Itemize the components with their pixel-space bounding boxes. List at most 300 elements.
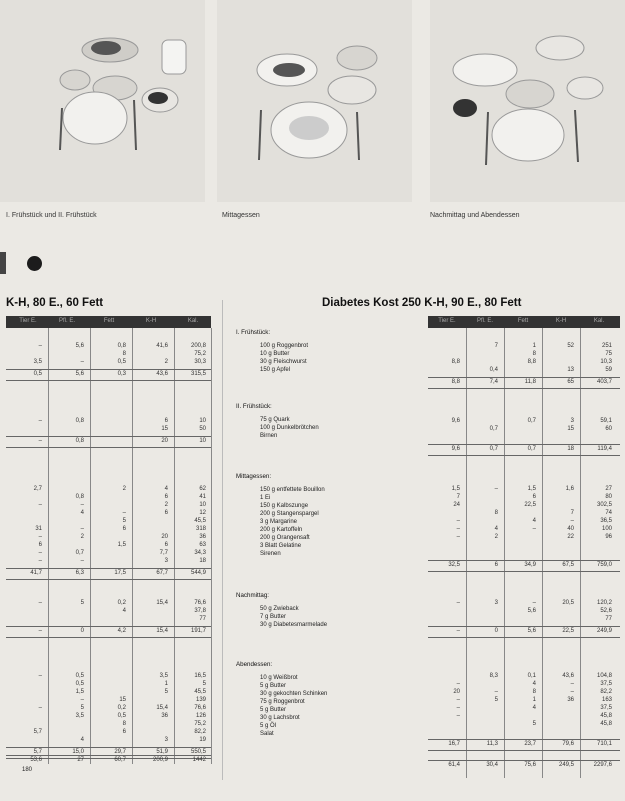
right-total: 18 (567, 446, 574, 452)
right-cell: 10,3 (600, 359, 612, 365)
left-cell: 6 (164, 542, 168, 548)
caption-breakfast: I. Frühstück und II. Frühstück (6, 212, 97, 219)
right-cell: 6 (532, 494, 536, 500)
caption-lunch: Mittagessen (222, 212, 260, 219)
section-rule (428, 571, 620, 572)
food-item: 5 g Butter (260, 707, 287, 713)
left-total: 5,6 (75, 371, 84, 377)
grand-total-rule (6, 755, 211, 756)
left-cell: 31 (35, 526, 42, 532)
right-cell: 4 (532, 518, 536, 524)
food-item: 30 g Lachsbrot (260, 715, 300, 721)
food-item: 75 g Roggenbrot (260, 699, 305, 705)
right-grand-total: 2297,6 (593, 762, 612, 768)
total-rule (6, 436, 211, 437)
left-cell: 6 (164, 510, 168, 516)
left-cell: 5 (80, 705, 84, 711)
left-cell: 0,5 (75, 681, 84, 687)
right-cell: 0,4 (489, 367, 498, 373)
left-cell: 0,2 (117, 600, 126, 606)
right-total: 11,3 (486, 741, 498, 747)
right-cell: 8,3 (489, 673, 498, 679)
left-cell: 200,8 (190, 343, 206, 349)
right-cell: 7 (494, 343, 498, 349)
left-cell: 63 (199, 542, 206, 548)
right-cell: 24 (453, 502, 460, 508)
left-total: 191,7 (190, 628, 206, 634)
right-cell: 1,6 (565, 486, 574, 492)
left-cell: 5 (80, 600, 84, 606)
left-cell: 1,5 (75, 689, 84, 695)
right-total: 0,7 (489, 446, 498, 452)
left-total: 67,7 (156, 570, 168, 576)
left-total: 17,5 (114, 570, 126, 576)
food-item: 200 g Orangensaft (260, 535, 310, 541)
right-cell: 27 (605, 486, 612, 492)
right-cell: 9,6 (451, 418, 460, 424)
right-cell: 15 (567, 426, 574, 432)
right-cell: 36,5 (600, 518, 612, 524)
food-item: 100 g Dunkelbrötchen (260, 425, 319, 431)
left-cell: – (38, 673, 42, 679)
right-cell: 7 (570, 510, 574, 516)
left-cell: 6 (122, 526, 126, 532)
right-col-header: K-H (555, 318, 567, 324)
left-cell: 41,6 (156, 343, 168, 349)
right-total: 0 (494, 628, 498, 634)
left-cell: 36 (161, 713, 168, 719)
right-cell: 13 (567, 367, 574, 373)
right-cell: 4 (532, 681, 536, 687)
left-cell: 4 (122, 608, 126, 614)
left-cell: – (38, 343, 42, 349)
right-total: 0,7 (527, 446, 536, 452)
left-cell: 82,2 (194, 729, 206, 735)
right-cell: – (456, 526, 460, 532)
right-cell: 37,5 (600, 681, 612, 687)
left-total: 15,4 (156, 628, 168, 634)
right-cell: 60 (605, 426, 612, 432)
right-cell: – (494, 689, 498, 695)
food-item: 100 g Roggenbrot (260, 343, 309, 349)
grid-line (48, 328, 49, 764)
food-item: 75 g Quark (260, 417, 290, 423)
right-cell: 59 (605, 367, 612, 373)
right-cell: 120,2 (596, 600, 612, 606)
right-cell: 302,5 (596, 502, 612, 508)
right-grand-total: 249,5 (558, 762, 574, 768)
right-col-header: Kal. (593, 318, 605, 324)
right-heading: Diabetes Kost 250 K-H, 90 E., 80 Fett (322, 297, 522, 309)
food-item: 3 g Margarine (260, 519, 298, 525)
left-cell: 4 (80, 737, 84, 743)
left-total: 20 (161, 438, 168, 444)
food-item: Sirenen (260, 551, 281, 557)
section-rule (428, 455, 620, 456)
right-total: 710,1 (596, 741, 612, 747)
left-cell: 16,5 (194, 673, 206, 679)
left-cell: – (38, 600, 42, 606)
left-cell: 0,5 (117, 359, 126, 365)
left-header-bar (6, 316, 211, 328)
left-total: 0 (80, 628, 84, 634)
right-cell: 59,1 (600, 418, 612, 424)
right-cell: 75 (605, 351, 612, 357)
grid-line (466, 328, 467, 778)
right-cell: 104,8 (596, 673, 612, 679)
right-total: 119,4 (597, 446, 612, 452)
section-rule (428, 388, 620, 389)
left-cell: 0,8 (117, 343, 126, 349)
left-total: 544,9 (190, 570, 206, 576)
left-total: 0,3 (117, 371, 126, 377)
right-cell: 4 (494, 526, 498, 532)
left-cell: 15,4 (156, 600, 168, 606)
left-col-header: K-H (145, 318, 157, 324)
left-cell: 0,5 (75, 673, 84, 679)
total-rule (6, 369, 211, 370)
food-item: Birnen (260, 433, 278, 439)
right-grand-total: 30,4 (486, 762, 498, 768)
left-cell: 12 (199, 510, 206, 516)
total-rule (428, 739, 620, 740)
left-total: 15,0 (72, 749, 84, 755)
left-cell: 126 (195, 713, 206, 719)
left-grand-total: 53,6 (30, 757, 42, 763)
left-cell: 1 (164, 681, 168, 687)
right-cell: – (570, 689, 574, 695)
right-total: 11,8 (524, 379, 536, 385)
food-item: 3 Blatt Gelatine (260, 543, 302, 549)
left-col-header: Kal. (187, 318, 199, 324)
right-cell: 3 (494, 600, 498, 606)
left-cell: 18 (199, 558, 206, 564)
right-cell: 100 (601, 526, 612, 532)
left-cell: 45,5 (194, 518, 206, 524)
left-cell: 2 (164, 359, 168, 365)
left-cell: – (38, 550, 42, 556)
right-cell: 20 (453, 689, 460, 695)
left-cell: – (122, 510, 126, 516)
total-rule (6, 568, 211, 569)
right-cell: 1 (532, 343, 536, 349)
right-total: – (456, 628, 460, 634)
right-cell: – (456, 705, 460, 711)
left-grand-total: 27 (77, 757, 84, 763)
left-cell: 30,3 (194, 359, 206, 365)
left-cell: – (38, 534, 42, 540)
left-cell: 5 (164, 689, 168, 695)
left-cell: 6 (122, 729, 126, 735)
right-total: 23,7 (524, 741, 536, 747)
right-cell: 4 (532, 705, 536, 711)
section-rule (6, 579, 211, 580)
food-item: Salat (260, 731, 274, 737)
right-cell: 8,8 (451, 359, 460, 365)
food-item: 10 g Weißbrot (260, 675, 298, 681)
section-rule (428, 750, 620, 751)
left-cell: 1,5 (117, 542, 126, 548)
left-cell: 8 (122, 721, 126, 727)
right-cell: 52 (567, 343, 574, 349)
left-cell: 318 (195, 526, 206, 532)
right-total: 759,0 (596, 562, 612, 568)
food-item: 10 g Butter (260, 351, 290, 357)
left-total: 29,7 (114, 749, 126, 755)
left-total: 0,5 (33, 371, 42, 377)
left-cell: 76,6 (194, 705, 206, 711)
right-cell: 96 (605, 534, 612, 540)
left-total: 43,6 (156, 371, 168, 377)
left-total: 0,8 (75, 438, 84, 444)
left-total: 4,2 (117, 628, 126, 634)
black-dot-marker (27, 256, 42, 271)
left-cell: 6 (164, 418, 168, 424)
right-cell: 22,5 (524, 502, 536, 508)
food-item: 150 g entfettete Bouillon (260, 487, 325, 493)
right-cell: 82,2 (600, 689, 612, 695)
left-cell: – (38, 418, 42, 424)
left-cell: 15 (119, 697, 126, 703)
caption-dinner: Nachmittag und Abendessen (430, 212, 520, 219)
right-cell: 8,8 (527, 359, 536, 365)
left-cell: 0,7 (75, 550, 84, 556)
left-cell: 75,2 (194, 351, 206, 357)
right-cell: 20,5 (562, 600, 574, 606)
food-item: 7 g Butter (260, 614, 287, 620)
section-label: I. Frühstück: (236, 329, 271, 336)
left-cell: 37,8 (194, 608, 206, 614)
left-cell: 0,2 (117, 705, 126, 711)
left-cell: – (80, 558, 84, 564)
right-cell: – (456, 518, 460, 524)
right-grand-total: 61,4 (448, 762, 460, 768)
right-cell: 5 (494, 697, 498, 703)
right-total: 6 (494, 562, 498, 568)
food-item: 1 Ei (260, 495, 271, 501)
right-cell: 8 (532, 351, 536, 357)
total-rule (428, 626, 620, 627)
right-cell: 0,7 (489, 426, 498, 432)
left-cell: 2 (164, 502, 168, 508)
right-cell: 3 (570, 418, 574, 424)
food-item: 5 g Butter (260, 683, 287, 689)
left-grand-total: 1442 (192, 757, 206, 763)
left-cell: 45,5 (194, 689, 206, 695)
right-cell: – (456, 600, 460, 606)
total-rule (428, 377, 620, 378)
right-total: 65 (567, 379, 574, 385)
total-rule (428, 444, 620, 445)
right-total: 67,5 (562, 562, 574, 568)
right-total: 249,9 (596, 628, 612, 634)
left-cell: 15 (161, 426, 168, 432)
right-cell: – (532, 526, 536, 532)
left-total: 6,3 (75, 570, 84, 576)
food-item: 200 g Kartoffeln (260, 527, 303, 533)
right-col-header: Pfl. E. (476, 318, 493, 324)
right-cell: 43,6 (562, 673, 574, 679)
right-grand-total: 75,6 (524, 762, 536, 768)
left-cell: 34,3 (194, 550, 206, 556)
left-cell: 4 (164, 486, 168, 492)
right-col-header: Fett (517, 318, 529, 324)
total-rule (6, 626, 211, 627)
right-cell: 22 (567, 534, 574, 540)
left-total: – (38, 628, 42, 634)
left-cell: – (80, 526, 84, 532)
left-cell: – (80, 502, 84, 508)
left-cell: 62 (199, 486, 206, 492)
food-item: 5 g Öl (260, 723, 277, 729)
right-total: 5,6 (527, 628, 536, 634)
left-cell: – (38, 558, 42, 564)
right-total: 403,7 (596, 379, 612, 385)
left-heading: K-H, 80 E., 60 Fett (6, 297, 104, 309)
right-cell: 2 (494, 534, 498, 540)
left-cell: 5 (202, 681, 206, 687)
right-cell: – (494, 486, 498, 492)
grid-line (90, 328, 91, 764)
right-total: 16,7 (448, 741, 460, 747)
left-cell: 41 (199, 494, 206, 500)
left-cell: – (80, 697, 84, 703)
grid-line (132, 328, 133, 764)
right-cell: 36 (567, 697, 574, 703)
photo-dinner (430, 0, 625, 202)
left-total: 41,7 (30, 570, 42, 576)
left-grand-total: 60,7 (114, 757, 126, 763)
right-cell: 8 (494, 510, 498, 516)
right-cell: 37,5 (600, 705, 612, 711)
right-header-bar (428, 316, 620, 328)
left-cell: – (38, 502, 42, 508)
left-cell: 3 (164, 558, 168, 564)
grand-total-rule (428, 760, 620, 761)
right-cell: 5 (532, 721, 536, 727)
right-cell: 77 (605, 616, 612, 622)
left-cell: 8 (122, 351, 126, 357)
food-item: 150 g Kalbszunge (260, 503, 309, 509)
section-label: Nachmittag: (236, 592, 270, 599)
right-cell: 1,5 (527, 486, 536, 492)
left-total: 550,5 (190, 749, 206, 755)
right-cell: 5,6 (527, 608, 536, 614)
right-total: 32,5 (448, 562, 460, 568)
left-cell: 5,7 (33, 729, 42, 735)
right-cell: 52,6 (600, 608, 612, 614)
right-total: 79,6 (562, 741, 574, 747)
left-col-header: Pfl. E. (58, 318, 75, 324)
left-cell: 76,6 (194, 600, 206, 606)
right-total: 8,8 (451, 379, 460, 385)
left-cell: 0,5 (117, 713, 126, 719)
right-cell: – (532, 600, 536, 606)
right-cell: 8 (532, 689, 536, 695)
left-cell: 2 (80, 534, 84, 540)
right-cell: 1,5 (451, 486, 460, 492)
grid-line (542, 328, 543, 778)
right-total: 34,9 (524, 562, 536, 568)
left-cell: 6 (164, 494, 168, 500)
left-cell: 50 (199, 426, 206, 432)
left-cell: 15,4 (156, 705, 168, 711)
food-item: 50 g Zwieback (260, 606, 299, 612)
food-item: 150 g Apfel (260, 367, 291, 373)
left-cell: 20 (161, 534, 168, 540)
left-total: – (38, 438, 42, 444)
left-cell: 5,6 (75, 343, 84, 349)
food-item: 200 g Stangenspargel (260, 511, 319, 517)
center-divider (222, 300, 223, 780)
right-cell: 0,1 (527, 673, 536, 679)
right-cell: – (456, 713, 460, 719)
right-cell: 7 (456, 494, 460, 500)
right-cell: – (456, 697, 460, 703)
left-cell: 2,7 (33, 486, 42, 492)
food-item: 30 g gekochten Schinken (260, 691, 328, 697)
left-cell: – (80, 359, 84, 365)
left-cell: 5 (122, 518, 126, 524)
right-cell: 74 (605, 510, 612, 516)
left-col-header: Tier E. (19, 318, 37, 324)
right-cell: – (570, 518, 574, 524)
left-cell: 6 (38, 542, 42, 548)
left-cell: 0,8 (75, 418, 84, 424)
left-cell: 3 (164, 737, 168, 743)
page-edge-mark (0, 252, 6, 274)
left-cell: 4 (80, 510, 84, 516)
left-bottom-note: 180 (22, 767, 33, 773)
left-cell: 10 (199, 502, 206, 508)
section-label: II. Frühstück: (236, 403, 272, 410)
right-total: 9,6 (451, 446, 460, 452)
left-cell: 3,5 (33, 359, 42, 365)
left-cell: 3,5 (75, 713, 84, 719)
right-cell: – (456, 681, 460, 687)
left-cell: 75,2 (194, 721, 206, 727)
total-rule (6, 747, 211, 748)
food-item: 30 g Diabetesmarmelade (260, 622, 328, 628)
left-cell: 2 (122, 486, 126, 492)
right-cell: 251 (601, 343, 612, 349)
left-cell: 10 (199, 418, 206, 424)
right-cell: – (456, 534, 460, 540)
right-cell: – (570, 681, 574, 687)
left-col-header: Fett (103, 318, 115, 324)
left-cell: – (38, 705, 42, 711)
section-rule (6, 447, 211, 448)
left-total: 51,9 (156, 749, 168, 755)
right-cell: 40 (567, 526, 574, 532)
right-total: 22,5 (562, 628, 574, 634)
total-rule (428, 560, 620, 561)
section-rule (428, 637, 620, 638)
right-cell: 1 (532, 697, 536, 703)
section-label: Mittagessen: (236, 473, 272, 480)
left-cell: 19 (199, 737, 206, 743)
right-cell: 45,8 (600, 721, 612, 727)
right-cell: 0,7 (527, 418, 536, 424)
right-cell: 80 (605, 494, 612, 500)
left-total: 5,7 (33, 749, 42, 755)
right-col-header: Tier E. (438, 318, 456, 324)
left-cell: 36 (199, 534, 206, 540)
food-item: 30 g Fleischwurst (260, 359, 307, 365)
grid-line (211, 328, 212, 764)
left-cell: 3,5 (159, 673, 168, 679)
left-total: 315,5 (190, 371, 206, 377)
